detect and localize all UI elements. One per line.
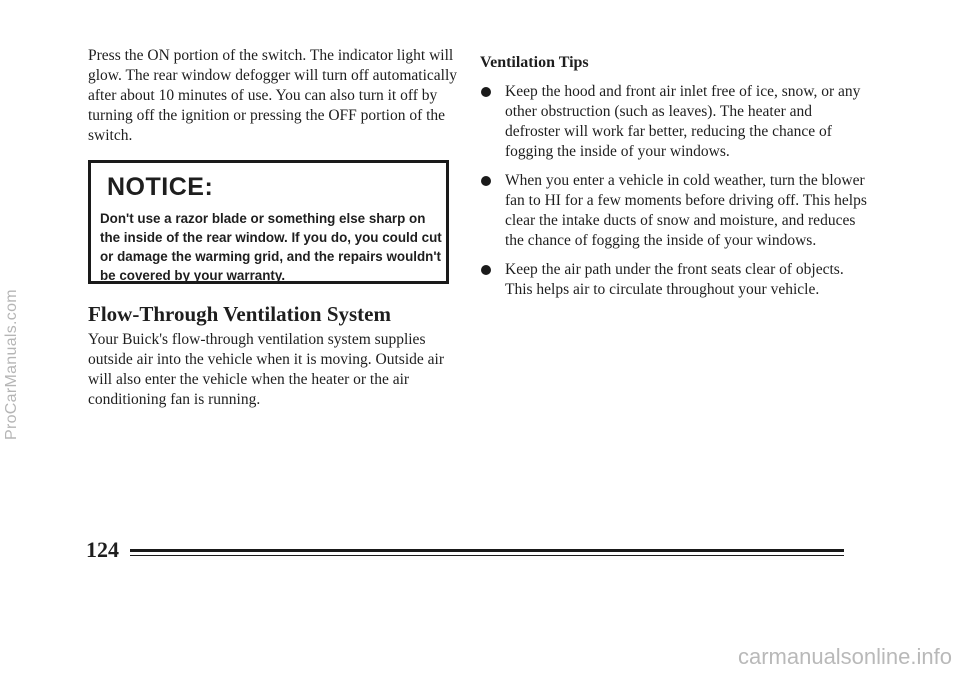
section-body <box>88 330 458 410</box>
right-column <box>480 54 870 309</box>
notice-title: NOTICE: <box>107 173 214 201</box>
bottom-watermark: carmanualsonline.info <box>737 644 952 669</box>
notice-box <box>88 160 449 284</box>
list-item <box>480 171 870 251</box>
section-paragraph: Your Buick's flow-through ventilation system supplies outside air into the vehicle when it is moving. Outside air will also enter the vehicle when the heater or the air conditioning fan is running. <box>88 331 445 408</box>
left-column <box>88 46 460 146</box>
tip-text: Keep the air path under the front seats clear of objects. This helps air to circulate throughout your vehicle. <box>505 261 844 298</box>
tips-heading: Ventilation Tips <box>480 54 589 71</box>
tips-list <box>480 82 870 300</box>
tip-text: Keep the hood and front air inlet free of ice, snow, or any other obstruction (such as leaves). The heater and defroster will work far better, reducing the chance of fogging the inside of your windows. <box>505 83 861 160</box>
footer-rule-thin <box>130 555 844 556</box>
tip-text: When you enter a vehicle in cold weather, turn the blower fan to HI for a few moments before driving off. This helps clear the intake ducts of snow and moisture, and reduces the chance of fogging the inside of your windows. <box>505 172 867 249</box>
bullet-icon <box>481 87 491 97</box>
footer-rule <box>130 549 844 552</box>
intro-paragraph: Press the ON portion of the switch. The indicator light will glow. The rear window defogger will turn off automatically after about 10 minutes of use. You can also turn it off by turning off the ignition or pressing the OFF portion of the switch. <box>88 47 458 144</box>
notice-text: Don't use a razor blade or something else sharp on the inside of the rear window. If you do, you could cut or damage the warming grid, and the repairs wouldn't be covered by your warranty. <box>100 211 442 283</box>
bullet-icon <box>481 265 491 275</box>
section-heading: Flow-Through Ventilation System <box>88 302 391 326</box>
list-item <box>480 260 870 300</box>
page-number: 124 <box>86 537 119 562</box>
list-item <box>480 82 870 162</box>
side-watermark: ProCarManuals.com <box>3 289 20 440</box>
bullet-icon <box>481 176 491 186</box>
